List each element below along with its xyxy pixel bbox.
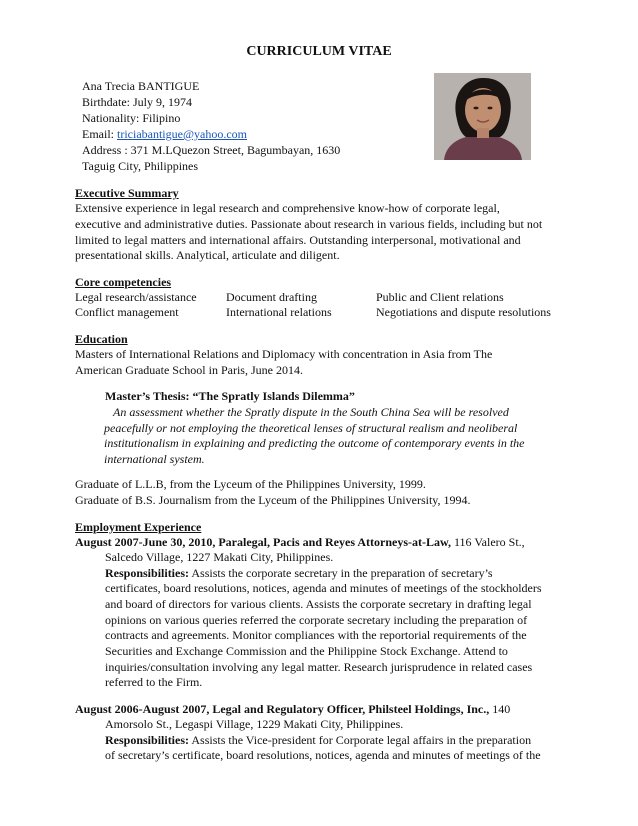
education-masters-line: Masters of International Relations and Diplomacy with concentration in Asia from The <box>75 347 493 361</box>
responsibilities-text: Assists the Vice-president for Corporate legal affairs in the preparation <box>189 733 532 747</box>
job1-resp-line: contracts and agreements. Monitor compliances with the reportorial requirements of the <box>105 628 527 642</box>
competency-item: Negotiations and dispute resolutions <box>376 305 551 319</box>
job1-header <box>75 535 525 551</box>
nationality: Nationality: Filipino <box>82 111 181 125</box>
competency-item: International relations <box>226 305 332 319</box>
profile-photo <box>434 73 531 160</box>
job1-resp-line: referred to the Firm. <box>105 675 203 689</box>
responsibilities-label: Responsibilities: <box>105 566 190 580</box>
email-label: Email: <box>82 127 117 141</box>
executive-summary-line: limited to legal matters and international affairs. Outstanding interpersonal, motivational and <box>75 233 521 247</box>
email-line <box>82 127 247 143</box>
job2-header <box>75 702 510 718</box>
job1-resp-line: opinions on various queries referred the corporate secretary including the preparation of <box>105 613 528 627</box>
birthdate: Birthdate: July 9, 1974 <box>82 95 192 109</box>
thesis-line: An assessment whether the Spratly dispute in the South China Sea will be resolved <box>113 405 509 419</box>
competency-item: Conflict management <box>75 305 179 319</box>
job2-responsibilities <box>105 733 531 749</box>
responsibilities-text: Assists the corporate secretary in the preparation of secretary’s <box>189 566 493 580</box>
job1-responsibilities <box>105 566 493 582</box>
thesis-line: institutionalism in explaining and predicting the outcome of contemporary events in the <box>104 436 525 450</box>
job1-resp-line: certificates, board resolutions, notices, agenda and minutes of meetings of the stockholders <box>105 581 542 595</box>
education-heading: Education <box>75 332 128 346</box>
thesis-title: Master’s Thesis: “The Spratly Islands Dilemma” <box>105 389 355 403</box>
executive-summary-line: Extensive experience in legal research and comprehensive know-how of corporate legal, <box>75 201 500 215</box>
job1-address: Salcedo Village, 1227 Makati City, Philippines. <box>105 550 334 564</box>
responsibilities-label: Responsibilities: <box>105 733 190 747</box>
competency-item: Document drafting <box>226 290 317 304</box>
core-competencies-heading: Core competencies <box>75 275 172 289</box>
job2-title: August 2006-August 2007, Legal and Regulatory Officer, Philsteel Holdings, Inc., <box>75 702 490 716</box>
job2-address: Amorsolo St., Legaspi Village, 1229 Makati City, Philippines. <box>105 717 404 731</box>
address-line-2: Taguig City, Philippines <box>82 159 199 173</box>
thesis-line: international system. <box>104 452 205 466</box>
executive-summary-heading: Executive Summary <box>75 186 179 200</box>
candidate-name: Ana Trecia BANTIGUE <box>82 79 200 93</box>
job1-resp-line: Securities and Exchange Commission and the Philippine Stock Exchange. Attend to <box>105 644 508 658</box>
executive-summary-line: presentational skills. Analytical, articulate and diligent. <box>75 248 340 262</box>
job1-resp-line: and board of directors for various clients. Assists the corporate secretary in drafting legal <box>105 597 532 611</box>
job1-resp-line: inquiries/consultation involving any legal matter. Research jurisprudence in related cases <box>105 660 533 674</box>
job1-title: August 2007-June 30, 2010, Paralegal, Pacis and Reyes Attorneys-at-Law, <box>75 535 451 549</box>
job2-resp-line: of secretary’s certificate, board resolutions, notices, agenda and minutes of meetings of the <box>105 748 541 762</box>
address-line-1: Address : 371 M.LQuezon Street, Bagumbayan, 1630 <box>82 143 341 157</box>
thesis-line: peacefully or not employing the theoretical lenses of structural realism and neoliberal <box>104 421 518 435</box>
job2-address-start: 140 <box>489 702 511 716</box>
competency-item: Public and Client relations <box>376 290 504 304</box>
graduate-line: Graduate of B.S. Journalism from the Lyceum of the Philippines University, 1994. <box>75 493 471 507</box>
executive-summary-line: executive and administrative duties. Passionate about research in various fields, including but not <box>75 217 543 231</box>
graduate-line: Graduate of L.L.B, from the Lyceum of the Philippines University, 1999. <box>75 477 426 491</box>
employment-heading: Employment Experience <box>75 520 202 534</box>
competency-item: Legal research/assistance <box>75 290 197 304</box>
job1-address-start: 116 Valero St., <box>450 535 525 549</box>
document-title: CURRICULUM VITAE <box>246 44 392 59</box>
education-masters-line: American Graduate School in Paris, June 2014. <box>75 363 303 377</box>
email-link[interactable]: triciabantigue@yahoo.com <box>117 127 248 141</box>
